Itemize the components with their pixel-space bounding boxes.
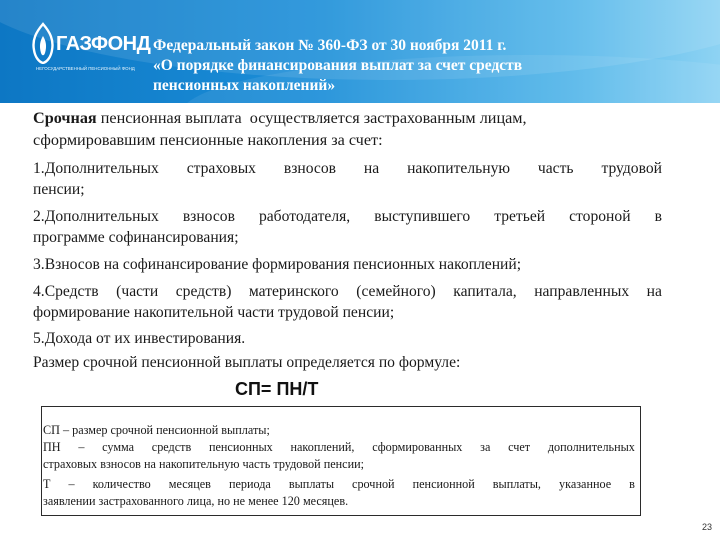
- justified-word: сформированных: [372, 440, 463, 454]
- justified-word: дополнительных: [547, 440, 635, 454]
- justified-word: срочной: [352, 477, 395, 491]
- justified-word: пенсионных: [208, 440, 273, 454]
- justified-word: 4.Средств: [33, 283, 99, 300]
- justified-word: выплаты: [288, 477, 335, 491]
- justified-word: третьей: [494, 208, 546, 225]
- item-3: 3.Взносов на софинансирование формирования пенсионных накоплений;: [33, 256, 522, 273]
- justified-word: стороной: [569, 208, 631, 225]
- definition-sp: СП – размер срочной пенсионной выплаты;: [43, 423, 270, 437]
- justified-word: сумма: [102, 440, 135, 454]
- justified-word: пенсионной: [412, 477, 475, 491]
- justified-word: капитала,: [453, 283, 517, 300]
- logo-tagline: НЕГОСУДАРСТВЕННЫЙ ПЕНСИОННЫЙ ФОНД: [36, 66, 135, 71]
- justified-word: средств: [151, 440, 192, 454]
- justified-word: накоплений,: [290, 440, 355, 454]
- intro-line-2: сформировавшим пенсионные накопления за счет:: [33, 131, 383, 149]
- item-1-line-1: [33, 158, 662, 179]
- justified-word: указанное: [558, 477, 612, 491]
- header-title-line-3: пенсионных накоплений»: [153, 77, 336, 94]
- justified-word: за: [480, 440, 491, 454]
- justified-word: периода: [228, 477, 271, 491]
- item-4-line-2: формирование накопительной части трудовой пенсии;: [33, 304, 395, 321]
- justified-word: страховых: [186, 160, 256, 177]
- justified-word: работодателя,: [258, 208, 351, 225]
- page-number: 23: [701, 522, 712, 532]
- definition-t-line-1: [43, 476, 635, 493]
- justified-word: месяцев: [168, 477, 211, 491]
- justified-word: направленных: [534, 283, 630, 300]
- gazfond-logo: [30, 22, 150, 74]
- size-line: Размер срочной пенсионной выплаты определяется по формуле:: [33, 354, 461, 371]
- formula: СП= ПН/Т: [235, 379, 319, 399]
- item-5: 5.Дохода от их инвестирования.: [33, 330, 246, 347]
- definition-pn-line-2: страховых взносов на накопительную часть трудовой пенсии;: [43, 457, 365, 471]
- justified-word: –: [68, 477, 75, 491]
- justified-word: 2.Дополнительных: [33, 208, 159, 225]
- justified-word: трудовой: [601, 160, 662, 177]
- justified-word: 1.Дополнительных: [33, 160, 159, 177]
- justified-word: на: [363, 160, 380, 177]
- intro-line-1-text: пенсионная выплата осуществляется застрахованным лицам,: [96, 109, 527, 127]
- justified-word: накопительную: [407, 160, 511, 177]
- item-1-line-2: пенсии;: [33, 181, 85, 198]
- justified-word: в: [654, 208, 662, 225]
- justified-word: счет: [508, 440, 531, 454]
- justified-word: в: [629, 477, 635, 491]
- intro-line-1: [33, 108, 662, 129]
- justified-word: (семейного): [356, 283, 436, 300]
- justified-word: (части: [116, 283, 159, 300]
- justified-word: Т: [43, 477, 51, 491]
- header-title-line-1: Федеральный закон № 360-ФЗ от 30 ноября 2011 г.: [153, 37, 507, 54]
- header-banner: [0, 0, 720, 103]
- justified-word: часть: [537, 160, 574, 177]
- header-title-line-2: «О порядке финансирования выплат за счет средств: [153, 57, 523, 74]
- flame-icon: [30, 22, 56, 64]
- item-2-line-2: программе софинансирования;: [33, 229, 239, 246]
- justified-word: средств): [175, 283, 232, 300]
- logo-wordmark: ГАЗФОНД: [56, 33, 151, 55]
- item-4-line-1: [33, 281, 662, 302]
- justified-word: выплаты,: [492, 477, 541, 491]
- intro-term: Срочная: [33, 109, 97, 127]
- justified-word: взносов: [283, 160, 336, 177]
- justified-word: выступившего: [374, 208, 471, 225]
- justified-word: –: [78, 440, 85, 454]
- justified-word: количество: [92, 477, 151, 491]
- justified-word: материнского: [248, 283, 339, 300]
- definition-t-line-2: заявлении застрахованного лица, но не менее 120 месяцев.: [43, 494, 349, 508]
- justified-word: ПН: [43, 440, 61, 454]
- justified-word: взносов: [182, 208, 235, 225]
- justified-word: на: [646, 283, 662, 300]
- item-2-line-1: [33, 206, 662, 227]
- definition-pn-line-1: [43, 439, 635, 456]
